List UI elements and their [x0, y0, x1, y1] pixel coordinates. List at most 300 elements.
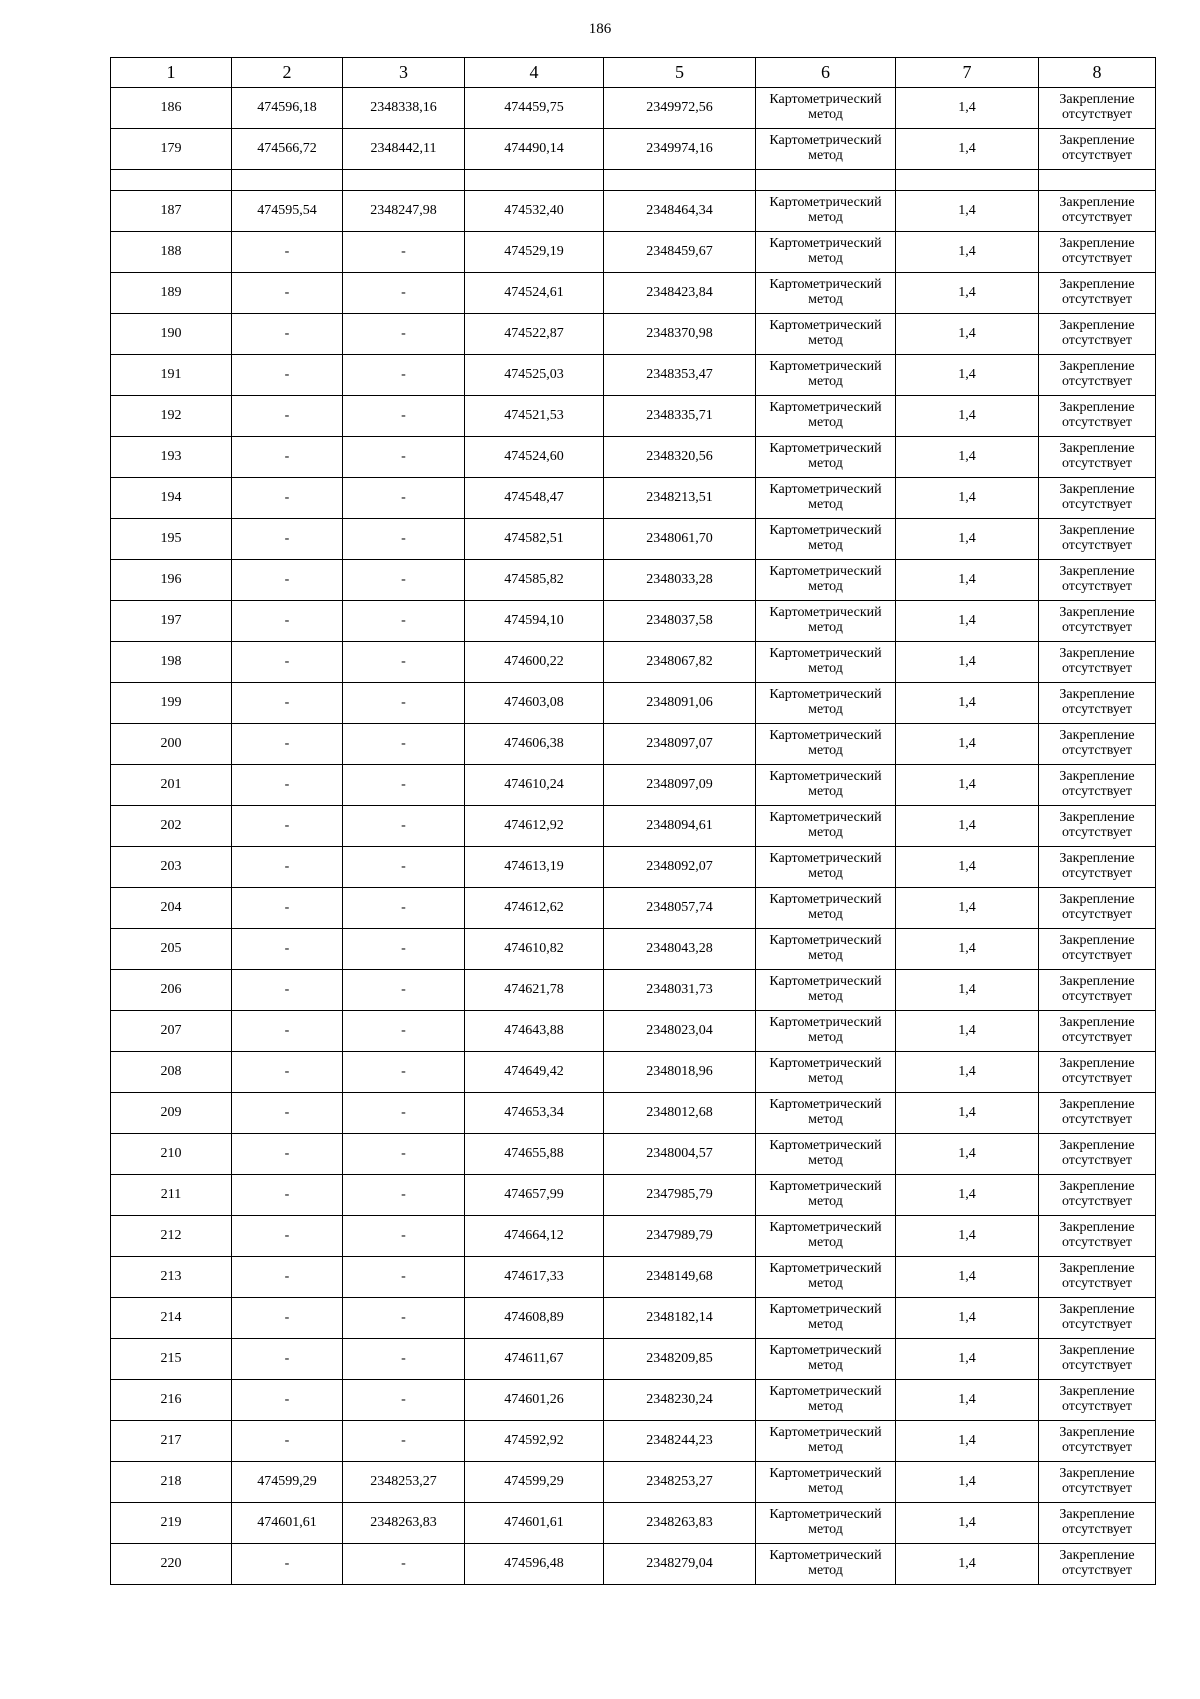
- table-row: [111, 1216, 1156, 1257]
- cell-old-y: -: [343, 232, 465, 273]
- empty-cell: [232, 170, 343, 191]
- cell-old-y: -: [343, 1421, 465, 1462]
- cell-old-y: -: [343, 1134, 465, 1175]
- cell-accuracy: 1,4: [896, 765, 1039, 806]
- cell-old-x: -: [232, 1011, 343, 1052]
- cell-old-x: -: [232, 970, 343, 1011]
- cell-accuracy: 1,4: [896, 1093, 1039, 1134]
- cell-accuracy: 1,4: [896, 1175, 1039, 1216]
- cell-point-number: 190: [111, 314, 232, 355]
- column-header-3: 3: [343, 58, 465, 88]
- cell-new-x: 474612,62: [465, 888, 604, 929]
- cell-method: Картометрический метод: [756, 1503, 896, 1544]
- cell-method: Картометрический метод: [756, 1216, 896, 1257]
- cell-accuracy: 1,4: [896, 314, 1039, 355]
- table-row: [111, 1462, 1156, 1503]
- cell-new-y: 2348253,27: [604, 1462, 756, 1503]
- cell-old-y: -: [343, 929, 465, 970]
- cell-accuracy: 1,4: [896, 1052, 1039, 1093]
- cell-fixation: Закрепление отсутствует: [1039, 519, 1156, 560]
- table-row: [111, 1134, 1156, 1175]
- cell-point-number: 208: [111, 1052, 232, 1093]
- cell-old-x: 474595,54: [232, 191, 343, 232]
- cell-fixation: Закрепление отсутствует: [1039, 478, 1156, 519]
- cell-new-x: 474653,34: [465, 1093, 604, 1134]
- cell-method: Картометрический метод: [756, 191, 896, 232]
- cell-fixation: Закрепление отсутствует: [1039, 191, 1156, 232]
- table-row: [111, 1339, 1156, 1380]
- cell-fixation: Закрепление отсутствует: [1039, 806, 1156, 847]
- cell-point-number: 187: [111, 191, 232, 232]
- cell-old-x: -: [232, 806, 343, 847]
- table-row: [111, 601, 1156, 642]
- cell-method: Картометрический метод: [756, 88, 896, 129]
- cell-point-number: 203: [111, 847, 232, 888]
- cell-method: Картометрический метод: [756, 970, 896, 1011]
- table-row: [111, 88, 1156, 129]
- cell-accuracy: 1,4: [896, 88, 1039, 129]
- cell-point-number: 213: [111, 1257, 232, 1298]
- cell-new-x: 474532,40: [465, 191, 604, 232]
- cell-fixation: Закрепление отсутствует: [1039, 1421, 1156, 1462]
- cell-accuracy: 1,4: [896, 1257, 1039, 1298]
- table-row: [111, 437, 1156, 478]
- cell-old-x: 474601,61: [232, 1503, 343, 1544]
- cell-fixation: Закрепление отсутствует: [1039, 1093, 1156, 1134]
- cell-old-x: -: [232, 1093, 343, 1134]
- cell-old-x: -: [232, 560, 343, 601]
- cell-point-number: 212: [111, 1216, 232, 1257]
- cell-old-y: -: [343, 601, 465, 642]
- cell-new-y: 2348094,61: [604, 806, 756, 847]
- table-row: [111, 129, 1156, 170]
- cell-method: Картометрический метод: [756, 888, 896, 929]
- cell-old-y: -: [343, 724, 465, 765]
- cell-method: Картометрический метод: [756, 478, 896, 519]
- column-header-5: 5: [604, 58, 756, 88]
- cell-new-y: 2348031,73: [604, 970, 756, 1011]
- cell-new-x: 474621,78: [465, 970, 604, 1011]
- cell-accuracy: 1,4: [896, 273, 1039, 314]
- cell-point-number: 196: [111, 560, 232, 601]
- cell-accuracy: 1,4: [896, 355, 1039, 396]
- cell-new-y: 2348012,68: [604, 1093, 756, 1134]
- cell-old-y: -: [343, 396, 465, 437]
- cell-accuracy: 1,4: [896, 888, 1039, 929]
- cell-old-y: -: [343, 478, 465, 519]
- cell-new-x: 474524,60: [465, 437, 604, 478]
- cell-accuracy: 1,4: [896, 1134, 1039, 1175]
- cell-old-x: -: [232, 478, 343, 519]
- cell-new-x: 474599,29: [465, 1462, 604, 1503]
- cell-fixation: Закрепление отсутствует: [1039, 1216, 1156, 1257]
- cell-old-y: -: [343, 1052, 465, 1093]
- cell-method: Картометрический метод: [756, 1052, 896, 1093]
- cell-old-y: -: [343, 1216, 465, 1257]
- cell-new-x: 474529,19: [465, 232, 604, 273]
- cell-old-x: -: [232, 519, 343, 560]
- cell-fixation: Закрепление отсутствует: [1039, 1298, 1156, 1339]
- cell-fixation: Закрепление отсутствует: [1039, 1011, 1156, 1052]
- cell-point-number: 186: [111, 88, 232, 129]
- cell-point-number: 202: [111, 806, 232, 847]
- cell-new-y: 2348092,07: [604, 847, 756, 888]
- cell-accuracy: 1,4: [896, 642, 1039, 683]
- cell-old-x: -: [232, 1216, 343, 1257]
- empty-cell: [756, 170, 896, 191]
- cell-point-number: 214: [111, 1298, 232, 1339]
- cell-new-y: 2348335,71: [604, 396, 756, 437]
- cell-new-y: 2348018,96: [604, 1052, 756, 1093]
- cell-old-x: -: [232, 847, 343, 888]
- cell-method: Картометрический метод: [756, 1462, 896, 1503]
- cell-old-y: -: [343, 642, 465, 683]
- cell-new-y: 2348097,07: [604, 724, 756, 765]
- table-row: [111, 191, 1156, 232]
- cell-fixation: Закрепление отсутствует: [1039, 1380, 1156, 1421]
- cell-old-x: -: [232, 601, 343, 642]
- cell-accuracy: 1,4: [896, 970, 1039, 1011]
- cell-new-y: 2348464,34: [604, 191, 756, 232]
- cell-method: Картометрический метод: [756, 724, 896, 765]
- cell-old-y: -: [343, 314, 465, 355]
- table-row: [111, 1380, 1156, 1421]
- cell-fixation: Закрепление отсутствует: [1039, 1503, 1156, 1544]
- cell-old-y: -: [343, 1175, 465, 1216]
- cell-point-number: 205: [111, 929, 232, 970]
- cell-method: Картометрический метод: [756, 765, 896, 806]
- cell-point-number: 194: [111, 478, 232, 519]
- column-header-7: 7: [896, 58, 1039, 88]
- cell-new-x: 474601,61: [465, 1503, 604, 1544]
- empty-cell: [896, 170, 1039, 191]
- cell-method: Картометрический метод: [756, 1134, 896, 1175]
- column-header-2: 2: [232, 58, 343, 88]
- cell-fixation: Закрепление отсутствует: [1039, 765, 1156, 806]
- cell-old-y: 2348247,98: [343, 191, 465, 232]
- cell-new-x: 474657,99: [465, 1175, 604, 1216]
- cell-old-x: -: [232, 1544, 343, 1585]
- column-header-4: 4: [465, 58, 604, 88]
- cell-fixation: Закрепление отсутствует: [1039, 1175, 1156, 1216]
- cell-method: Картометрический метод: [756, 601, 896, 642]
- cell-new-y: 2348423,84: [604, 273, 756, 314]
- cell-method: Картометрический метод: [756, 1093, 896, 1134]
- cell-old-x: -: [232, 929, 343, 970]
- cell-old-y: -: [343, 1544, 465, 1585]
- cell-new-x: 474548,47: [465, 478, 604, 519]
- cell-old-x: -: [232, 1421, 343, 1462]
- cell-accuracy: 1,4: [896, 1339, 1039, 1380]
- cell-old-y: -: [343, 437, 465, 478]
- table-row: [111, 519, 1156, 560]
- cell-new-y: 2348213,51: [604, 478, 756, 519]
- cell-accuracy: 1,4: [896, 519, 1039, 560]
- cell-accuracy: 1,4: [896, 1462, 1039, 1503]
- cell-method: Картометрический метод: [756, 642, 896, 683]
- cell-new-x: 474655,88: [465, 1134, 604, 1175]
- cell-fixation: Закрепление отсутствует: [1039, 1257, 1156, 1298]
- cell-old-x: -: [232, 437, 343, 478]
- cell-new-y: 2348279,04: [604, 1544, 756, 1585]
- cell-new-x: 474490,14: [465, 129, 604, 170]
- cell-new-y: 2348043,28: [604, 929, 756, 970]
- cell-accuracy: 1,4: [896, 478, 1039, 519]
- cell-method: Картометрический метод: [756, 129, 896, 170]
- cell-method: Картометрический метод: [756, 806, 896, 847]
- cell-new-y: 2348182,14: [604, 1298, 756, 1339]
- cell-fixation: Закрепление отсутствует: [1039, 1544, 1156, 1585]
- cell-new-y: 2348370,98: [604, 314, 756, 355]
- cell-old-y: -: [343, 1380, 465, 1421]
- cell-new-y: 2347985,79: [604, 1175, 756, 1216]
- cell-accuracy: 1,4: [896, 560, 1039, 601]
- cell-accuracy: 1,4: [896, 601, 1039, 642]
- cell-old-x: -: [232, 1257, 343, 1298]
- separator-row: [111, 170, 1156, 191]
- cell-point-number: 204: [111, 888, 232, 929]
- table-row: [111, 1298, 1156, 1339]
- cell-point-number: 200: [111, 724, 232, 765]
- cell-accuracy: 1,4: [896, 929, 1039, 970]
- cell-old-x: -: [232, 232, 343, 273]
- cell-new-x: 474459,75: [465, 88, 604, 129]
- cell-accuracy: 1,4: [896, 683, 1039, 724]
- empty-cell: [465, 170, 604, 191]
- column-header-1: 1: [111, 58, 232, 88]
- cell-old-y: -: [343, 970, 465, 1011]
- table-row: [111, 1052, 1156, 1093]
- cell-point-number: 198: [111, 642, 232, 683]
- cell-point-number: 197: [111, 601, 232, 642]
- cell-new-y: 2348263,83: [604, 1503, 756, 1544]
- cell-new-y: 2348097,09: [604, 765, 756, 806]
- table-row: [111, 1257, 1156, 1298]
- cell-old-y: -: [343, 683, 465, 724]
- table-row: [111, 806, 1156, 847]
- empty-cell: [1039, 170, 1156, 191]
- cell-method: Картометрический метод: [756, 683, 896, 724]
- cell-new-y: 2348037,58: [604, 601, 756, 642]
- cell-old-x: -: [232, 1175, 343, 1216]
- table-row: [111, 724, 1156, 765]
- cell-old-y: -: [343, 560, 465, 601]
- cell-point-number: 199: [111, 683, 232, 724]
- cell-old-y: 2348263,83: [343, 1503, 465, 1544]
- table-row: [111, 355, 1156, 396]
- cell-point-number: 207: [111, 1011, 232, 1052]
- cell-accuracy: 1,4: [896, 191, 1039, 232]
- cell-new-y: 2349974,16: [604, 129, 756, 170]
- cell-fixation: Закрепление отсутствует: [1039, 724, 1156, 765]
- cell-method: Картометрический метод: [756, 355, 896, 396]
- cell-new-x: 474613,19: [465, 847, 604, 888]
- cell-old-x: -: [232, 1298, 343, 1339]
- table-row: [111, 1175, 1156, 1216]
- cell-point-number: 189: [111, 273, 232, 314]
- empty-cell: [343, 170, 465, 191]
- cell-old-y: -: [343, 806, 465, 847]
- cell-old-x: -: [232, 1339, 343, 1380]
- cell-point-number: 193: [111, 437, 232, 478]
- cell-fixation: Закрепление отсутствует: [1039, 1052, 1156, 1093]
- cell-old-y: -: [343, 519, 465, 560]
- cell-point-number: 219: [111, 1503, 232, 1544]
- cell-method: Картометрический метод: [756, 1257, 896, 1298]
- cell-method: Картометрический метод: [756, 1339, 896, 1380]
- cell-old-y: -: [343, 1011, 465, 1052]
- cell-point-number: 209: [111, 1093, 232, 1134]
- cell-fixation: Закрепление отсутствует: [1039, 437, 1156, 478]
- cell-old-x: -: [232, 355, 343, 396]
- table-row: [111, 1503, 1156, 1544]
- cell-fixation: Закрепление отсутствует: [1039, 1134, 1156, 1175]
- cell-new-x: 474525,03: [465, 355, 604, 396]
- cell-new-x: 474606,38: [465, 724, 604, 765]
- cell-old-x: -: [232, 273, 343, 314]
- cell-method: Картометрический метод: [756, 232, 896, 273]
- cell-new-x: 474596,48: [465, 1544, 604, 1585]
- cell-new-y: 2348033,28: [604, 560, 756, 601]
- cell-new-y: 2348057,74: [604, 888, 756, 929]
- cell-new-x: 474585,82: [465, 560, 604, 601]
- cell-new-y: 2348459,67: [604, 232, 756, 273]
- table-row: [111, 478, 1156, 519]
- cell-new-y: 2347989,79: [604, 1216, 756, 1257]
- table-row: [111, 232, 1156, 273]
- cell-new-x: 474649,42: [465, 1052, 604, 1093]
- table-header-row: [111, 58, 1156, 88]
- cell-accuracy: 1,4: [896, 724, 1039, 765]
- cell-method: Картометрический метод: [756, 847, 896, 888]
- cell-method: Картометрический метод: [756, 1421, 896, 1462]
- cell-new-y: 2348061,70: [604, 519, 756, 560]
- cell-method: Картометрический метод: [756, 437, 896, 478]
- cell-fixation: Закрепление отсутствует: [1039, 970, 1156, 1011]
- cell-point-number: 210: [111, 1134, 232, 1175]
- table-row: [111, 1011, 1156, 1052]
- cell-new-y: 2348149,68: [604, 1257, 756, 1298]
- cell-method: Картометрический метод: [756, 273, 896, 314]
- cell-fixation: Закрепление отсутствует: [1039, 273, 1156, 314]
- cell-fixation: Закрепление отсутствует: [1039, 129, 1156, 170]
- cell-old-y: 2348253,27: [343, 1462, 465, 1503]
- empty-cell: [111, 170, 232, 191]
- cell-accuracy: 1,4: [896, 129, 1039, 170]
- cell-new-x: 474603,08: [465, 683, 604, 724]
- cell-old-x: 474566,72: [232, 129, 343, 170]
- cell-old-x: -: [232, 888, 343, 929]
- cell-new-x: 474582,51: [465, 519, 604, 560]
- cell-old-x: -: [232, 642, 343, 683]
- table-row: [111, 1544, 1156, 1585]
- cell-point-number: 188: [111, 232, 232, 273]
- cell-fixation: Закрепление отсутствует: [1039, 929, 1156, 970]
- cell-accuracy: 1,4: [896, 806, 1039, 847]
- cell-new-x: 474521,53: [465, 396, 604, 437]
- cell-old-y: -: [343, 1093, 465, 1134]
- cell-new-y: 2349972,56: [604, 88, 756, 129]
- cell-new-x: 474612,92: [465, 806, 604, 847]
- cell-method: Картометрический метод: [756, 1175, 896, 1216]
- cell-new-y: 2348230,24: [604, 1380, 756, 1421]
- cell-point-number: 179: [111, 129, 232, 170]
- cell-new-y: 2348091,06: [604, 683, 756, 724]
- cell-new-x: 474601,26: [465, 1380, 604, 1421]
- cell-accuracy: 1,4: [896, 1544, 1039, 1585]
- cell-old-x: -: [232, 314, 343, 355]
- cell-fixation: Закрепление отсутствует: [1039, 1339, 1156, 1380]
- cell-point-number: 216: [111, 1380, 232, 1421]
- cell-old-x: -: [232, 1134, 343, 1175]
- cell-old-y: -: [343, 847, 465, 888]
- cell-old-x: -: [232, 724, 343, 765]
- cell-fixation: Закрепление отсутствует: [1039, 396, 1156, 437]
- cell-method: Картометрический метод: [756, 1011, 896, 1052]
- cell-old-y: -: [343, 1257, 465, 1298]
- cell-new-y: 2348353,47: [604, 355, 756, 396]
- coordinates-table: [110, 57, 1156, 1585]
- cell-point-number: 211: [111, 1175, 232, 1216]
- cell-new-y: 2348244,23: [604, 1421, 756, 1462]
- cell-new-x: 474610,82: [465, 929, 604, 970]
- cell-fixation: Закрепление отсутствует: [1039, 560, 1156, 601]
- cell-accuracy: 1,4: [896, 1503, 1039, 1544]
- cell-old-y: -: [343, 1339, 465, 1380]
- table-row: [111, 314, 1156, 355]
- cell-accuracy: 1,4: [896, 396, 1039, 437]
- cell-method: Картометрический метод: [756, 314, 896, 355]
- cell-point-number: 217: [111, 1421, 232, 1462]
- table-row: [111, 396, 1156, 437]
- cell-accuracy: 1,4: [896, 1421, 1039, 1462]
- cell-point-number: 201: [111, 765, 232, 806]
- table-row: [111, 970, 1156, 1011]
- cell-point-number: 206: [111, 970, 232, 1011]
- cell-old-x: 474599,29: [232, 1462, 343, 1503]
- cell-old-y: -: [343, 765, 465, 806]
- cell-old-y: 2348442,11: [343, 129, 465, 170]
- cell-fixation: Закрепление отсутствует: [1039, 88, 1156, 129]
- cell-accuracy: 1,4: [896, 1380, 1039, 1421]
- cell-old-y: -: [343, 1298, 465, 1339]
- cell-old-y: 2348338,16: [343, 88, 465, 129]
- cell-old-y: -: [343, 273, 465, 314]
- cell-fixation: Закрепление отсутствует: [1039, 314, 1156, 355]
- cell-fixation: Закрепление отсутствует: [1039, 847, 1156, 888]
- cell-point-number: 220: [111, 1544, 232, 1585]
- cell-new-y: 2348023,04: [604, 1011, 756, 1052]
- cell-new-y: 2348209,85: [604, 1339, 756, 1380]
- cell-accuracy: 1,4: [896, 232, 1039, 273]
- table-body: [111, 88, 1156, 1585]
- cell-new-x: 474600,22: [465, 642, 604, 683]
- table-row: [111, 929, 1156, 970]
- cell-accuracy: 1,4: [896, 1216, 1039, 1257]
- cell-method: Картометрический метод: [756, 396, 896, 437]
- cell-old-x: -: [232, 1380, 343, 1421]
- cell-new-y: 2348320,56: [604, 437, 756, 478]
- table-row: [111, 888, 1156, 929]
- cell-point-number: 191: [111, 355, 232, 396]
- cell-old-y: -: [343, 888, 465, 929]
- cell-accuracy: 1,4: [896, 847, 1039, 888]
- cell-new-x: 474594,10: [465, 601, 604, 642]
- cell-new-x: 474610,24: [465, 765, 604, 806]
- cell-old-x: -: [232, 765, 343, 806]
- cell-fixation: Закрепление отсутствует: [1039, 355, 1156, 396]
- cell-new-x: 474664,12: [465, 1216, 604, 1257]
